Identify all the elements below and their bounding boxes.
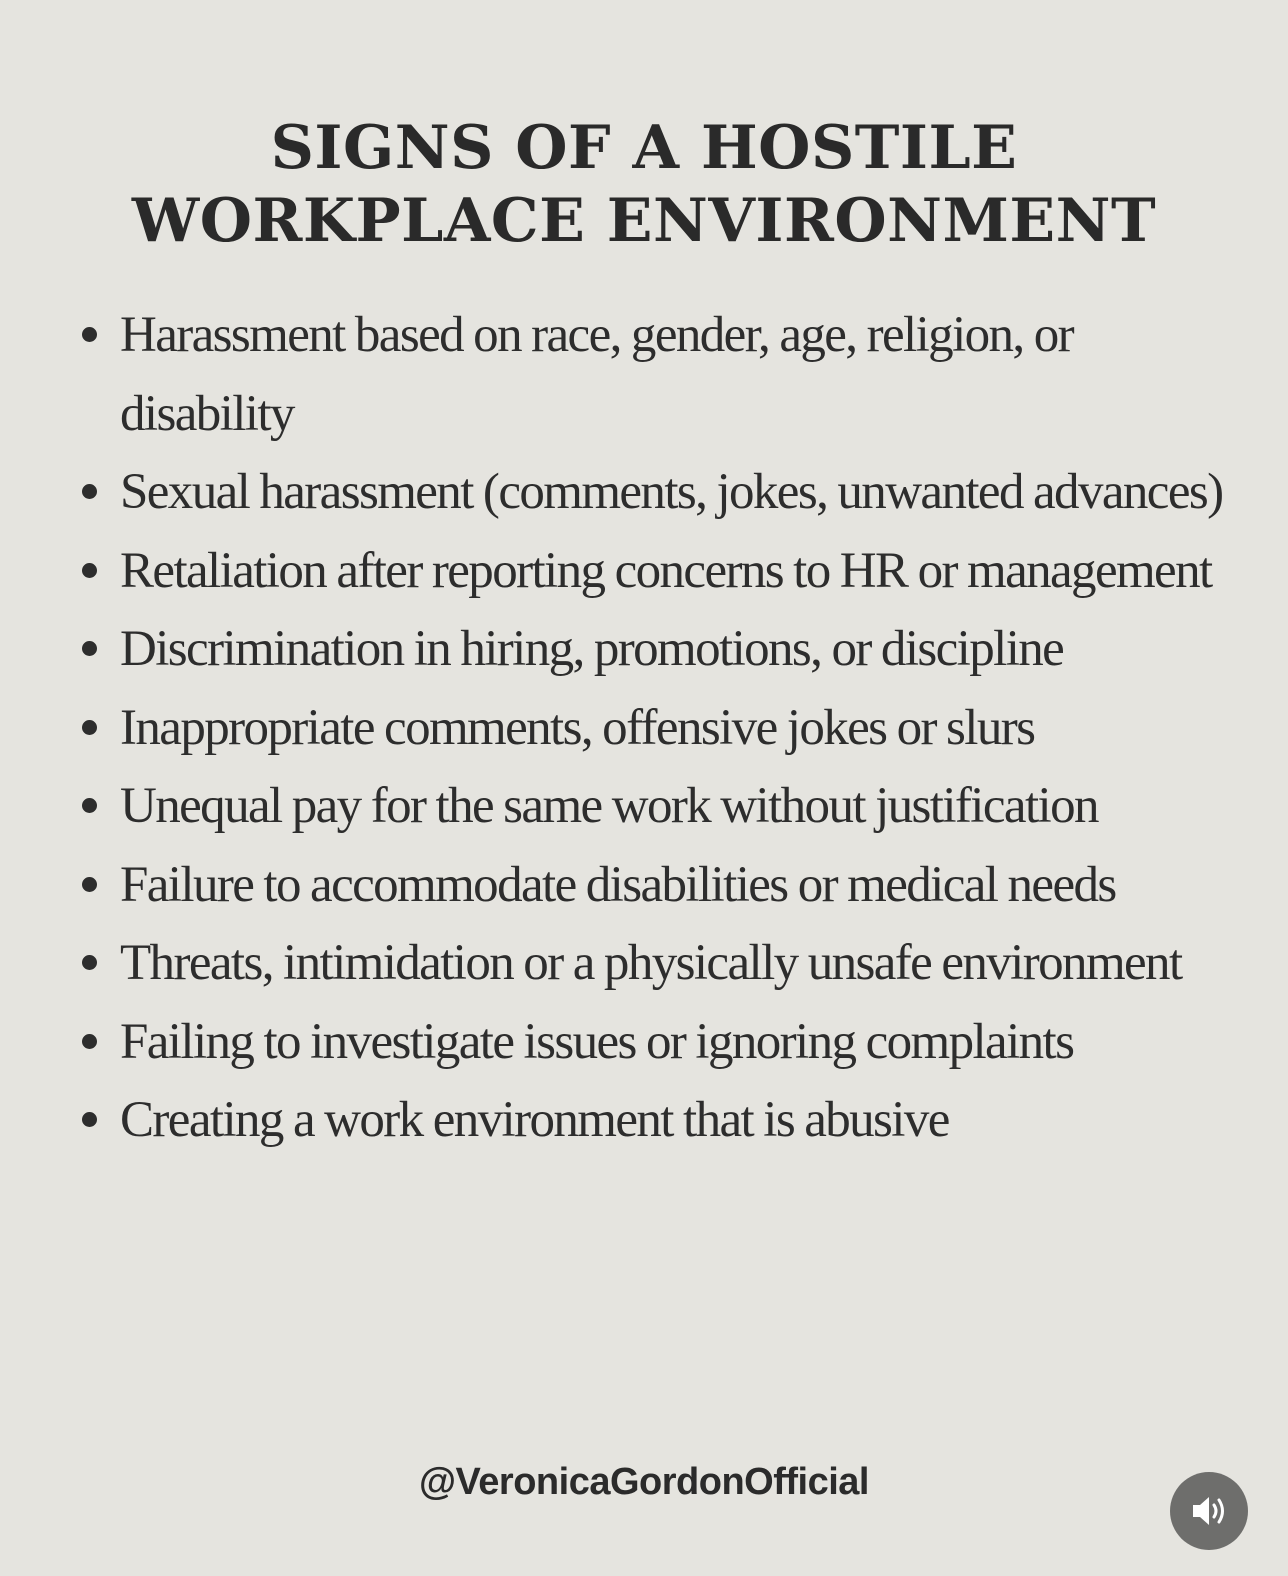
bullet-icon — [82, 877, 97, 892]
list-item-text: Harassment based on race, gender, age, religion, or disability — [120, 307, 1074, 442]
list-item-text: Sexual harassment (comments, jokes, unwanted advances) — [120, 464, 1223, 520]
sound-toggle-button[interactable] — [1170, 1472, 1248, 1550]
list-item — [0, 767, 1288, 846]
bullet-icon — [82, 1112, 97, 1127]
bullet-icon — [82, 1034, 97, 1049]
page-title — [0, 112, 1288, 258]
author-handle: @VeronicaGordonOfficial — [419, 1461, 869, 1503]
list-item — [0, 1081, 1288, 1160]
list-item-text: Discrimination in hiring, promotions, or discipline — [120, 621, 1064, 677]
signs-list — [0, 296, 1288, 1160]
list-item — [0, 846, 1288, 925]
bullet-icon — [82, 955, 97, 970]
list-item — [0, 610, 1288, 689]
list-item — [0, 924, 1288, 1003]
title-line-2: WORKPLACE ENVIRONMENT — [131, 186, 1157, 257]
bullet-icon — [82, 641, 97, 656]
list-item-text: Inappropriate comments, offensive jokes or slurs — [120, 699, 1035, 756]
bullet-icon — [82, 798, 97, 813]
list-item — [0, 689, 1288, 768]
speaker-icon — [1190, 1494, 1228, 1528]
title-line-1: SIGNS OF A HOSTILE — [270, 113, 1018, 184]
list-item — [0, 453, 1288, 532]
list-item — [0, 1003, 1288, 1082]
list-item-text: Creating a work environment that is abusive — [120, 1092, 949, 1148]
list-item-text: Failure to accommodate disabilities or medical needs — [120, 856, 1116, 913]
list-item-text: Failing to investigate issues or ignoring complaints — [120, 1013, 1074, 1070]
bullet-icon — [82, 327, 97, 342]
list-item — [0, 296, 1288, 453]
list-item — [0, 532, 1288, 611]
list-item-text: Retaliation after reporting concerns to HR or management — [120, 542, 1212, 599]
list-item-text: Unequal pay for the same work without justification — [120, 778, 1098, 834]
list-item-text: Threats, intimidation or a physically unsafe environment — [120, 935, 1182, 991]
bullet-icon — [82, 563, 97, 578]
bullet-icon — [82, 484, 97, 499]
bullet-icon — [82, 720, 97, 735]
